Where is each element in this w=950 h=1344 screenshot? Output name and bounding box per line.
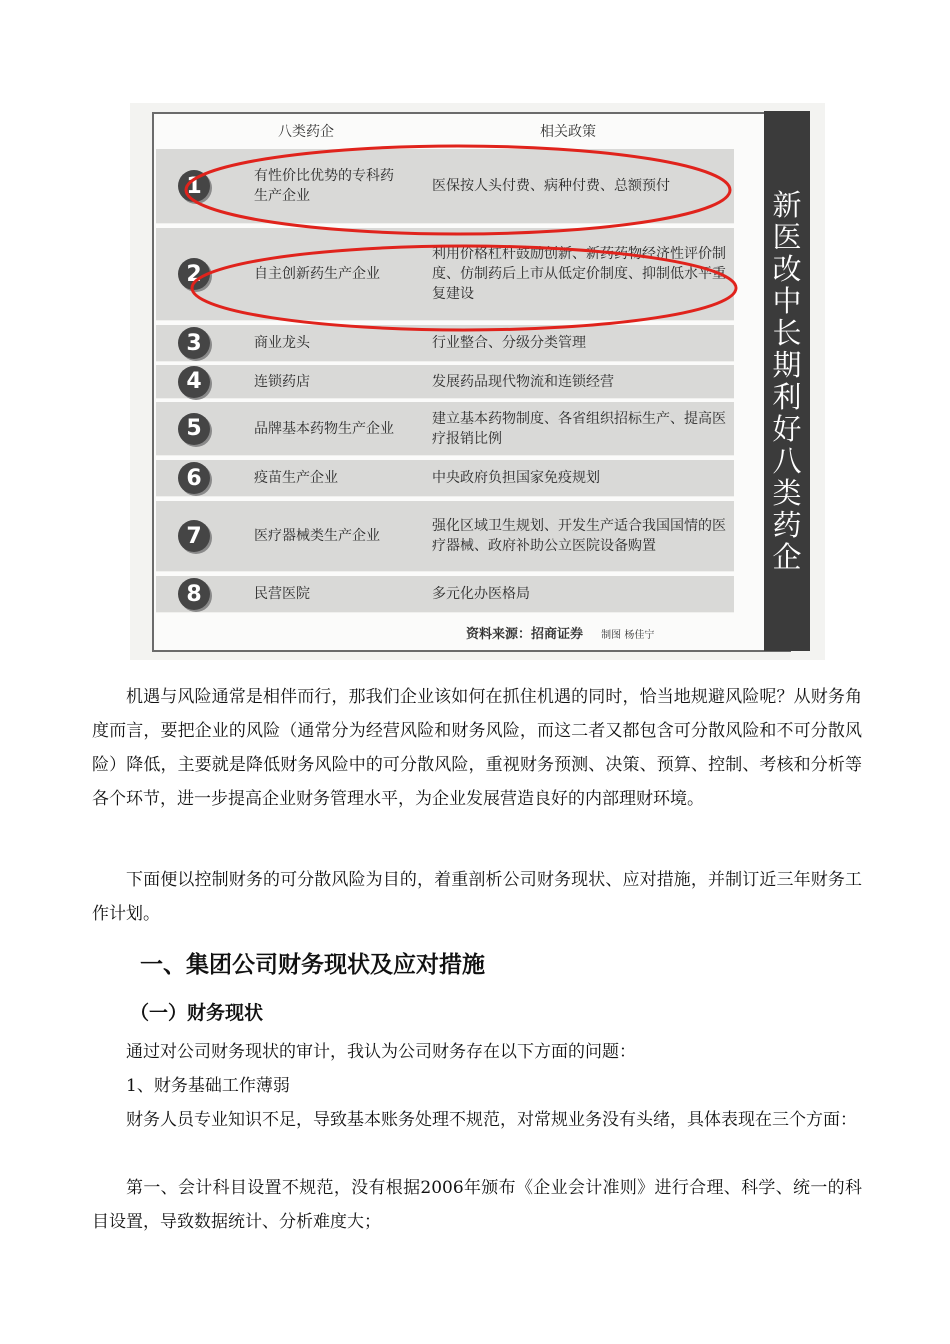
paragraph-audit: 通过对公司财务现状的审计，我认为公司财务存在以下方面的问题： [126, 1042, 636, 1062]
policy-text: 利用价格杠杆鼓励创新、新药药物经济性评价制度、仿制药后上市从低定价制度、抑制低水平重复建设 [432, 246, 726, 302]
row-number-badge: 5 [178, 413, 210, 445]
figure-source [466, 623, 654, 642]
policy-text: 强化区域卫生规划、开发生产适合我国国情的医疗器械、政府补助公立医院设备购置 [432, 518, 726, 554]
banner-char: 药 [772, 508, 802, 542]
chart-credit: 制图 杨佳宁 [601, 630, 655, 641]
company-type: 有性价比优势的专科药生产企业 [254, 168, 394, 204]
policy-text: 建立基本药物制度、各省组织招标生产、提高医疗报销比例 [432, 410, 726, 447]
banner-char: 改 [772, 252, 802, 286]
table-row [156, 402, 734, 456]
policy-text: 中央政府负担国家免疫规划 [432, 470, 600, 486]
banner-char: 八 [772, 444, 802, 478]
banner-char: 期 [772, 348, 802, 382]
row-number-badge: 8 [178, 578, 210, 610]
vertical-banner [764, 111, 810, 651]
policy-text: 发展药品现代物流和连锁经营 [432, 373, 614, 390]
banner-char: 类 [772, 476, 802, 510]
policy-text: 行业整合、分级分类管理 [432, 335, 586, 351]
table-row [156, 228, 734, 321]
policy-text: 医保按人头付费、病种付费、总额预付 [432, 178, 670, 194]
header-company-type: 八类药企 [278, 124, 334, 140]
row-number-badge: 2 [178, 258, 210, 290]
table-row [156, 149, 734, 224]
table-row [156, 460, 734, 497]
company-type: 商业龙头 [254, 335, 310, 351]
row-number-badge: 6 [178, 462, 210, 494]
section-heading: 一、集团公司财务现状及应对措施 [140, 952, 485, 978]
table-row [156, 501, 734, 572]
banner-char: 好 [772, 412, 802, 446]
header-policy: 相关政策 [540, 124, 596, 140]
paragraph-first-point: 第一、会计科目设置不规范，没有根据2006年颁布《企业会计准则》进行合理、科学、统一的科目设置，导致数据统计、分析难度大； [92, 1178, 862, 1232]
source-label: 资料来源：招商证券 [466, 627, 584, 642]
company-type: 连锁药店 [254, 373, 310, 390]
banner-char: 长 [772, 316, 802, 350]
row-number-badge: 4 [178, 366, 210, 398]
company-type: 自主创新药生产企业 [254, 266, 380, 282]
row-number-badge: 1 [178, 170, 210, 202]
table-row [156, 365, 734, 399]
banner-char: 企 [772, 540, 802, 574]
company-type: 品牌基本药物生产企业 [254, 420, 394, 437]
paragraph-item-1: 1、财务基础工作薄弱 [126, 1076, 290, 1096]
row-number-badge: 7 [178, 520, 210, 552]
table-row [156, 325, 734, 362]
banner-char: 中 [772, 284, 802, 318]
company-type: 医疗器械类生产企业 [254, 528, 380, 544]
table-row [156, 576, 734, 613]
company-type: 疫苗生产企业 [254, 470, 338, 486]
company-type: 民营医院 [254, 586, 310, 602]
policy-text: 多元化办医格局 [432, 586, 530, 602]
row-number-badge: 3 [178, 327, 210, 359]
banner-char: 新 [772, 188, 802, 222]
paragraph-plan-intro: 下面便以控制财务的可分散风险为目的，着重剖析公司财务现状、应对措施，并制订近三年财务工作计划。 [92, 870, 862, 924]
policy-figure [130, 103, 825, 660]
paragraph-risk-intro: 机遇与风险通常是相伴而行，那我们企业该如何在抓住机遇的同时，恰当地规避风险呢？从财务角度而言，要把企业的风险（通常分为经营风险和财务风险，而这二者又都包含可分散风险和不可分散风险）降低，主要就是降低财务风险中的可分散风险，重视财务预测、决策、预算、控制、考核和分析等各个环节，进一步提高企业财务管理水平，为企业发展营造良好的内部理财环境。 [92, 687, 862, 809]
banner-char: 利 [772, 380, 802, 414]
banner-char: 医 [772, 220, 802, 254]
subsection-heading: （一）财务现状 [130, 1002, 264, 1024]
paragraph-staff: 财务人员专业知识不足，导致基本账务处理不规范，对常规业务没有头绪，具体表现在三个方面： [126, 1110, 857, 1130]
